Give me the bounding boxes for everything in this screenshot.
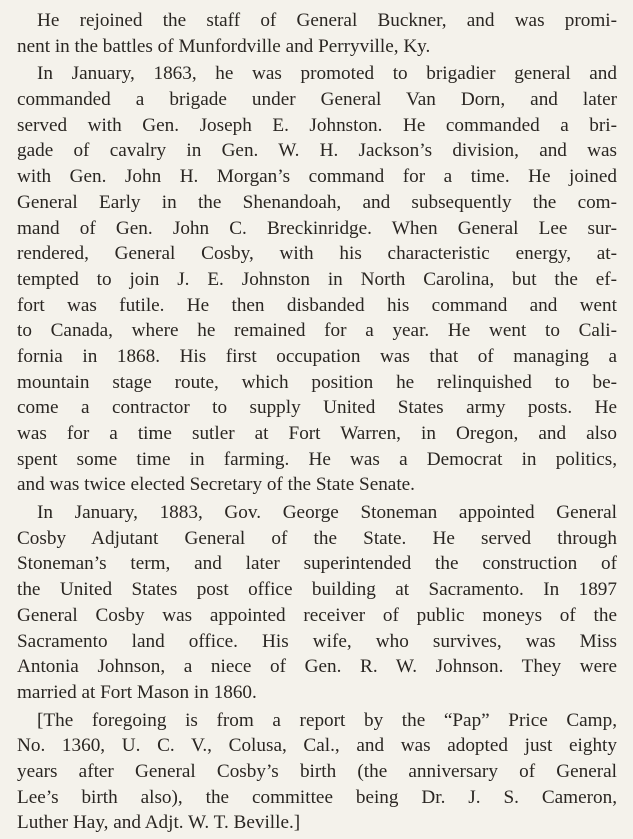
text-line: Antonia Johnson, a niece of Gen. R. W. Johnson. They were	[17, 656, 617, 678]
text-line: mand of Gen. John C. Breckinridge. When General Lee sur-	[17, 217, 617, 239]
text-line: gade of cavalry in Gen. W. H. Jackson’s division, and was	[17, 140, 617, 162]
text-line: General Early in the Shenandoah, and subsequently the com-	[17, 191, 617, 213]
text-line: the United States post office building at Sacramento. In 1897	[17, 579, 617, 601]
paragraph-adjutant	[17, 500, 617, 706]
text-line: Lee’s birth also), the committee being Dr. J. S. Cameron,	[17, 786, 617, 808]
text-line: fort was futile. He then disbanded his command and went	[17, 294, 617, 316]
text-line: Sacramento land office. His wife, who survives, was Miss	[17, 630, 617, 652]
text-line: In January, 1883, Gov. George Stoneman appointed General	[37, 502, 617, 524]
text-line: to Canada, where he remained for a year. He went to Cali-	[17, 320, 617, 342]
text-line: served with Gen. Joseph E. Johnston. He commanded a bri-	[17, 114, 617, 136]
text-line: with Gen. John H. Morgan’s command for a time. He joined	[17, 166, 617, 188]
text-line: In January, 1863, he was promoted to brigadier general and	[37, 63, 617, 85]
text-line: come a contractor to supply United States army posts. He	[17, 397, 617, 419]
text-line: tempted to join J. E. Johnston in North Carolina, but the ef-	[17, 268, 617, 290]
paragraph-promotion	[17, 61, 617, 498]
text-line: and was twice elected Secretary of the State Senate.	[17, 474, 415, 496]
text-line: Stoneman’s term, and later superintended the construction of	[17, 553, 617, 575]
text-line: nent in the battles of Munfordville and Perryville, Ky.	[17, 35, 431, 57]
text-line: [The foregoing is from a report by the “Pap” Price Camp,	[37, 709, 617, 731]
text-line: No. 1360, U. C. V., Colusa, Cal., and was adopted just eighty	[17, 735, 617, 757]
text-line: He rejoined the staff of General Buckner, and was promi-	[37, 10, 617, 31]
paragraph-report-note	[17, 708, 617, 836]
text-line: spent some time in farming. He was a Democrat in politics,	[17, 448, 617, 470]
text-line: General Cosby was appointed receiver of public moneys of the	[17, 604, 617, 626]
text-line: Cosby Adjutant General of the State. He served through	[17, 527, 617, 549]
text-line: married at Fort Mason in 1860.	[17, 681, 257, 703]
text-line: commanded a brigade under General Van Dorn, and later	[17, 89, 617, 111]
text-line: was for a time sutler at Fort Warren, in Oregon, and also	[17, 423, 617, 444]
text-line: rendered, General Cosby, with his characteristic energy, at-	[17, 243, 617, 265]
text-line: years after General Cosby’s birth (the anniversary of General	[17, 760, 617, 782]
text-line: mountain stage route, which position he relinquished to be-	[17, 371, 617, 393]
paragraph-buckner	[17, 8, 617, 59]
text-line: fornia in 1868. His first occupation was that of managing a	[17, 345, 617, 367]
text-line: Luther Hay, and Adjt. W. T. Beville.]	[17, 812, 301, 834]
